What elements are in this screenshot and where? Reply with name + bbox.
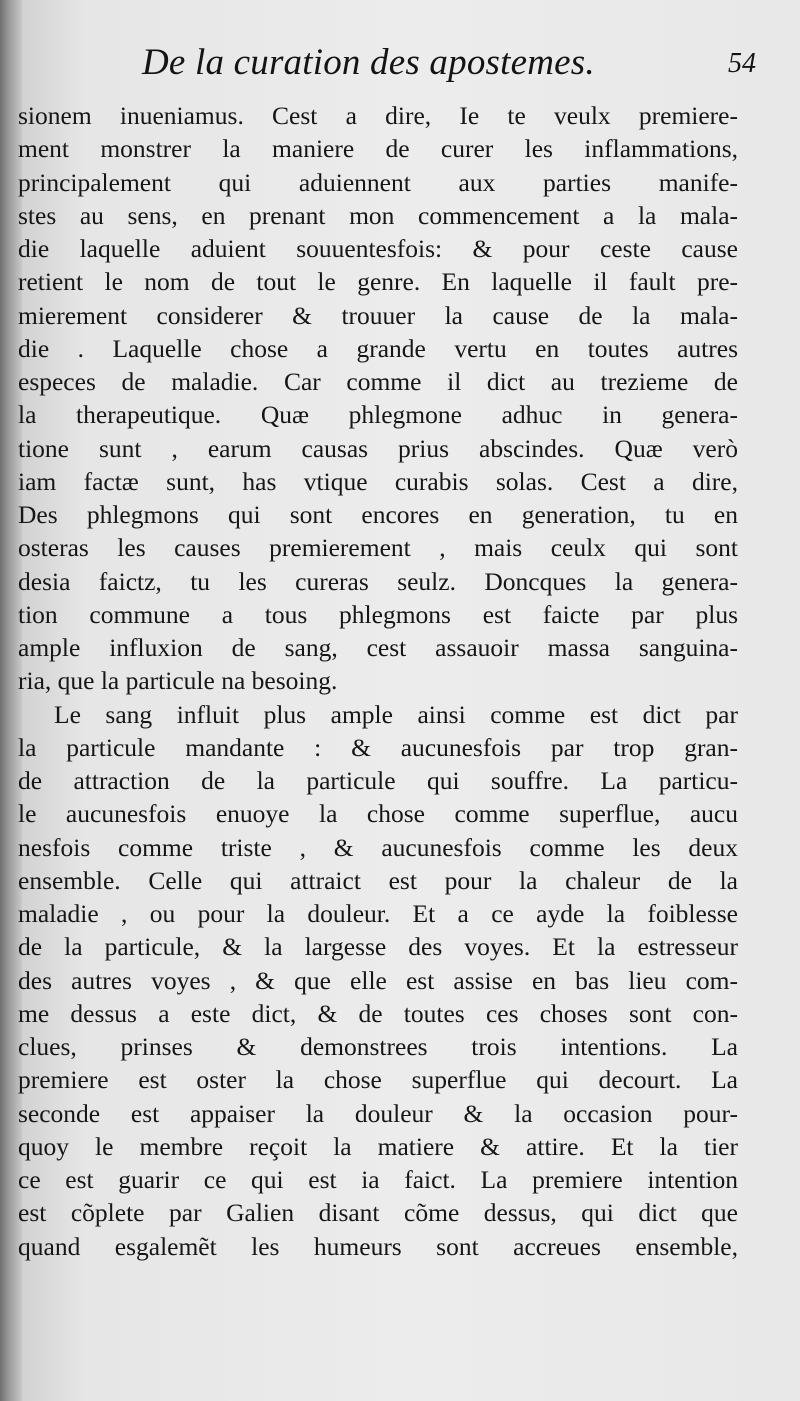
- text-line: ensemble. Celle qui attraict est pour la chaleur de la: [18, 865, 738, 895]
- text-line: stes au sens, en prenant mon commencement a la mala-: [18, 200, 738, 230]
- text-line: le aucunesfois enuoye la chose comme superflue, aucu: [18, 799, 738, 829]
- page-number: 54: [728, 48, 756, 79]
- text-line: ment monstrer la maniere de curer les inflammations,: [18, 134, 738, 164]
- text-line: sionem inueniamus. Cest a dire, Ie te veulx premiere-: [18, 101, 738, 130]
- body-text: [18, 99, 738, 1263]
- text-line: me dessus a este dict, & de toutes ces choses sont con-: [18, 998, 738, 1028]
- text-line: tione sunt , earum causas prius abscindes. Quæ verò: [18, 433, 738, 463]
- text-line: seconde est appaiser la douleur & la occasion pour-: [18, 1098, 738, 1128]
- text-line: quoy le membre reçoit la matiere & attire. Et la tier: [18, 1131, 738, 1161]
- text-line: nesfois comme triste , & aucunesfois comme les deux: [18, 832, 738, 862]
- text-line: die . Laquelle chose a grande vertu en toutes autres: [18, 333, 738, 363]
- text-line: clues, prinses & demonstrees trois intentions. La: [18, 1032, 738, 1061]
- text-line: des autres voyes , & que elle est assise en bas lieu com-: [18, 965, 738, 995]
- page-header: [22, 38, 800, 88]
- text-line: est cõplete par Galien disant cõme dessus, qui dict que: [18, 1198, 738, 1228]
- text-line: tion commune a tous phlegmons est faicte par plus: [18, 599, 738, 629]
- text-line: osteras les causes premierement , mais ceulx qui sont: [18, 533, 738, 563]
- running-title: De la curation des apostemes.: [142, 42, 595, 83]
- text-line: ria, que la particule na besoing.: [18, 666, 338, 696]
- text-line: Des phlegmons qui sont encores en generation, tu en: [18, 500, 738, 529]
- text-line: especes de maladie. Car comme il dict au trezieme de: [18, 367, 738, 396]
- text-line: ample influxion de sang, cest assauoir massa sanguina-: [18, 633, 738, 662]
- text-line: Le sang influit plus ample ainsi comme est dict par: [54, 699, 738, 729]
- text-line: desia faictz, tu les cureras seulz. Doncques la genera-: [18, 566, 738, 596]
- text-line: de la particule, & la largesse des voyes. Et la estresseur: [18, 932, 738, 962]
- text-line: quand esgalemẽt les humeurs sont accreues ensemble,: [18, 1231, 738, 1261]
- text-line: de attraction de la particule qui souffre. La particu-: [18, 766, 738, 795]
- text-line: premiere est oster la chose superflue qui decourt. La: [18, 1065, 738, 1095]
- text-line: die laquelle aduient souuentesfois: & pour ceste cause: [18, 234, 738, 263]
- text-line: maladie , ou pour la douleur. Et a ce ayde la foiblesse: [18, 899, 738, 928]
- book-page: [18, 0, 800, 1401]
- text-line: la therapeutique. Quæ phlegmone adhuc in genera-: [18, 400, 738, 430]
- text-line: ce est guarir ce qui est ia faict. La premiere intention: [18, 1165, 738, 1194]
- text-line: mierement considerer & trouuer la cause de la mala-: [18, 300, 738, 330]
- text-line: principalement qui aduiennent aux parties manife-: [18, 167, 738, 197]
- text-line: iam factæ sunt, has vtique curabis solas. Cest a dire,: [18, 466, 738, 496]
- text-line: retient le nom de tout le genre. En laquelle il fault pre-: [18, 267, 738, 297]
- text-line: la particule mandante : & aucunesfois par trop gran-: [18, 732, 738, 762]
